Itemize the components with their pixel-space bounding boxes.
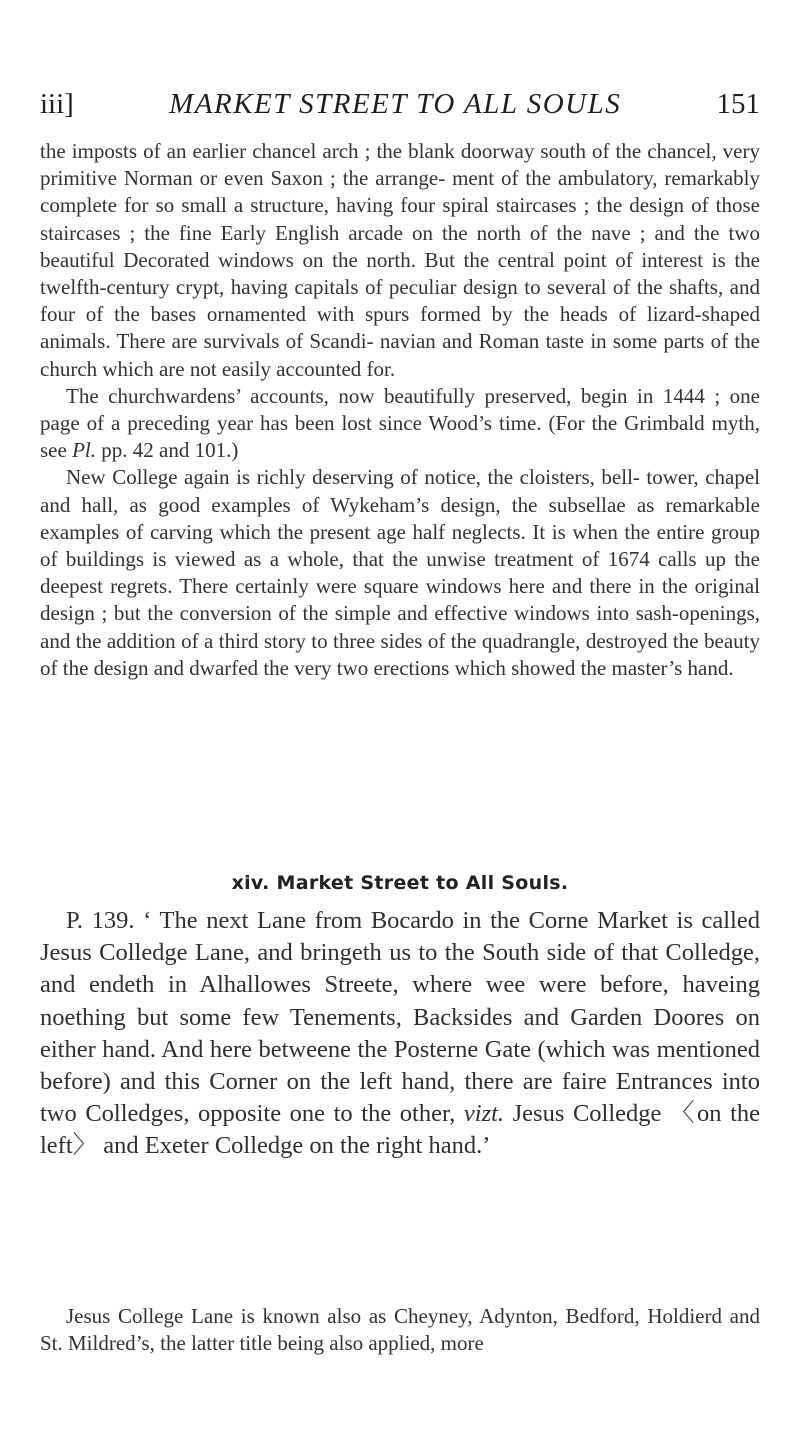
paragraph-churchwardens bbox=[40, 383, 760, 465]
plate-reference: Pl. bbox=[72, 438, 96, 463]
running-head bbox=[40, 88, 760, 124]
section-heading: xiv. Market Street to All Souls. bbox=[231, 872, 569, 894]
paragraph-church: the imposts of an earlier chancel arch ; the blank doorway south of the chancel, very primitive Norman or even Saxon ; the arrange- ment of the ambulatory, remarkably complete for so small a structure, having four spiral staircases ; the design of those staircases ; the fine Early English arcade on the north of the nave ; and the two beautiful Decorated windows on the north. But the central point of interest is the twelfth-century crypt, having capitals of peculiar design to several of the shafts, and four of the bases ornamented with spurs formed by the heads of lizard-shaped animals. There are survivals of Scandi- navian and Roman taste in some parts of the church which are not easily accounted for. bbox=[40, 139, 760, 381]
chapter-number: iii] bbox=[40, 88, 74, 120]
page-number: 151 bbox=[716, 88, 760, 120]
quote-text-start: P. 139. ‘ The next Lane from Bocardo in the Corne Market is called Jesus Colledge Lane, and bringeth us to the South side of that Colledge, and endeth in Alhallowes Streete, where wee were before, haveing noething but some few Tenements, Backsides and Garden Doores on either hand. And here betweene the Posterne Gate (which was mentioned before) and this Corner on the left hand, there are faire Entrances into two Colledges, opposite one to the other, bbox=[40, 907, 760, 1128]
running-title: MARKET STREET TO ALL SOULS bbox=[169, 88, 622, 120]
quote-text-end: Jesus Colledge 〈on the left〉 and Exeter Colledge on the right hand.’ bbox=[40, 1100, 760, 1160]
trailing-text bbox=[40, 1303, 760, 1357]
churchwardens-text: The churchwardens’ accounts, now beautifully preserved, begin in 1444 ; one page of a preceding year has been lost since Wood’s time. (For the Grimbald myth, see bbox=[40, 383, 760, 463]
paragraph-new-college: New College again is richly deserving of notice, the cloisters, bell- tower, chapel and hall, as good examples of Wykeham’s design, the subsellae as remarkable examples of carving which the present age half neglects. It is when the entire group of buildings is viewed as a whole, that the unwise treatment of 1674 calls up the deepest regrets. There certainly were square windows here and there in the original design ; but the conversion of the simple and effective windows into sash-openings, and the addition of a third story to three sides of the quadrangle, destroyed the beauty of the design and dwarfed the very two erections which showed the master’s hand. bbox=[40, 465, 760, 680]
paragraph-jesus-college-lane: Jesus College Lane is known also as Cheyney, Adynton, Bedford, Holdierd and St. Mildred’s, the latter title being also applied, more bbox=[40, 1304, 760, 1356]
page-reference: pp. 42 and 101.) bbox=[96, 438, 239, 463]
quote-italic: vizt. bbox=[463, 1100, 505, 1128]
body-text bbox=[40, 138, 760, 682]
quote-paragraph bbox=[40, 905, 760, 1163]
quoted-passage bbox=[40, 905, 760, 1163]
